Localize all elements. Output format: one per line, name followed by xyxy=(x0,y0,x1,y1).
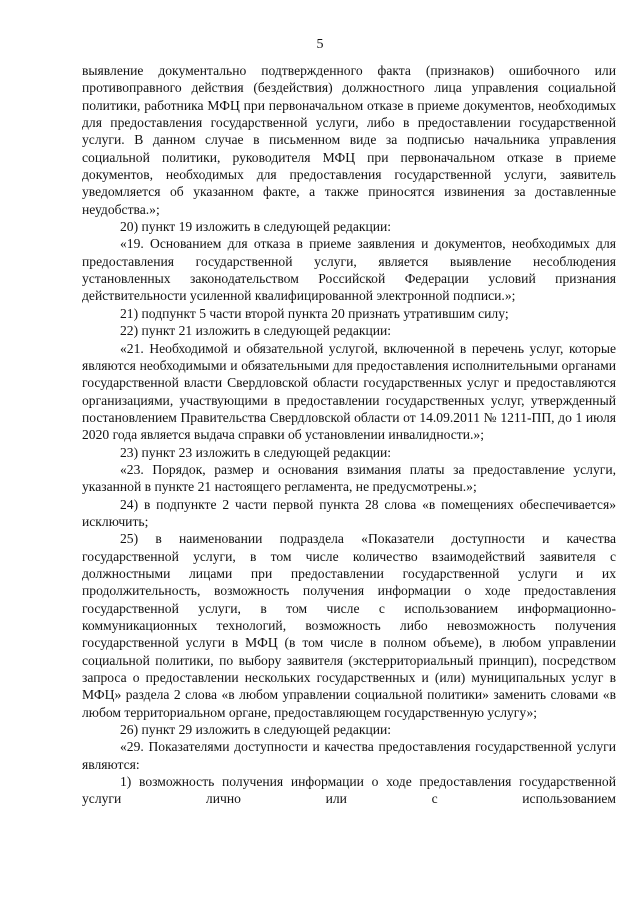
page-number: 5 xyxy=(316,37,324,52)
paragraph-quote-21: «21. Необходимой и обязательной услугой, включенной в перечень услуг, которые являются необходимыми и обязательными для предоставления исполнительными органами государственной власти Свердловской области государственных услуг и предоставляются организациями, участвующими в предоставлении государственных услуг, утвержденный постановлением Правительства Свердловской области от 14.09.2011 № 1211-ПП, до 1 июля 2020 года является выдача справки об установлении инвалидности.»; xyxy=(82,340,616,443)
paragraph-continuation: выявление документально подтвержденного факта (признаков) ошибочного или противоправного действия (бездействия) должностного лица управления социальной политики, работника МФЦ при первоначальном отказе в приеме документов, необходимых для предоставления государственной услуги, либо в предоставлении государственной услуги. В данном случае в письменном виде за подписью начальника управления социальной политики, руководителя МФЦ при первоначальном отказе в приеме документов, необходимых для предоставления государственной услуги, заявитель уведомляется об указанном факте, а также приносятся извинения за доставленные неудобства.»; xyxy=(82,63,616,217)
paragraph-subitem-1: 1) возможность получения информации о ходе предоставления государственной услуги лично или с использованием xyxy=(82,774,616,807)
paragraph-quote-19: «19. Основанием для отказа в приеме заявления и документов, необходимых для предоставления государственной услуги, является выявление несоблюдения установленных законодательством Российской Федерации условий признания действительности усиленной квалифицированной электронной подписи.»; xyxy=(82,236,616,304)
paragraph-quote-29: «29. Показателями доступности и качества предоставления государственной услуги являются: xyxy=(82,739,616,772)
paragraph-item-20: 20) пункт 19 изложить в следующей редакции: xyxy=(120,219,392,235)
page-body xyxy=(82,62,616,808)
paragraph-item-24: 24) в подпункте 2 части первой пункта 28 слова «в помещениях обеспечивается» исключить; xyxy=(82,496,616,529)
paragraph-quote-23: «23. Порядок, размер и основания взимания платы за предоставление услуги, указанной в пункте 21 настоящего регламента, не предусмотрены.»; xyxy=(82,461,616,495)
paragraph-item-22: 22) пункт 21 изложить в следующей редакции: xyxy=(120,323,392,339)
paragraph-item-26: 26) пункт 29 изложить в следующей редакции: xyxy=(120,722,392,738)
paragraph-item-25: 25) в наименовании подраздела «Показатели доступности и качества государственной услуги, в том числе количество взаимодействий заявителя с должностными лицами при предоставлении государственной услуги и их продолжительность, возможность получения информации о ходе предоставления государственной услуги, в том числе с использованием информационно-коммуникационных технологий, возможность либо невозможность получения государственной услуги в МФЦ (в том числе в полном объеме), в любом управлении социальной политики, по выбору заявителя (экстерриториальный принцип), посредством запроса о предоставлении нескольких государственных и (или) муниципальных услуг в МФЦ» раздела 2 слова «в любом управлении социальной политики» заменить словами «в любом территориальном органе, предоставляющем государственную услугу»; xyxy=(82,531,616,720)
paragraph-item-23: 23) пункт 23 изложить в следующей редакции: xyxy=(120,444,392,460)
paragraph-item-21: 21) подпункт 5 части второй пункта 20 признать утратившим силу; xyxy=(120,305,509,321)
